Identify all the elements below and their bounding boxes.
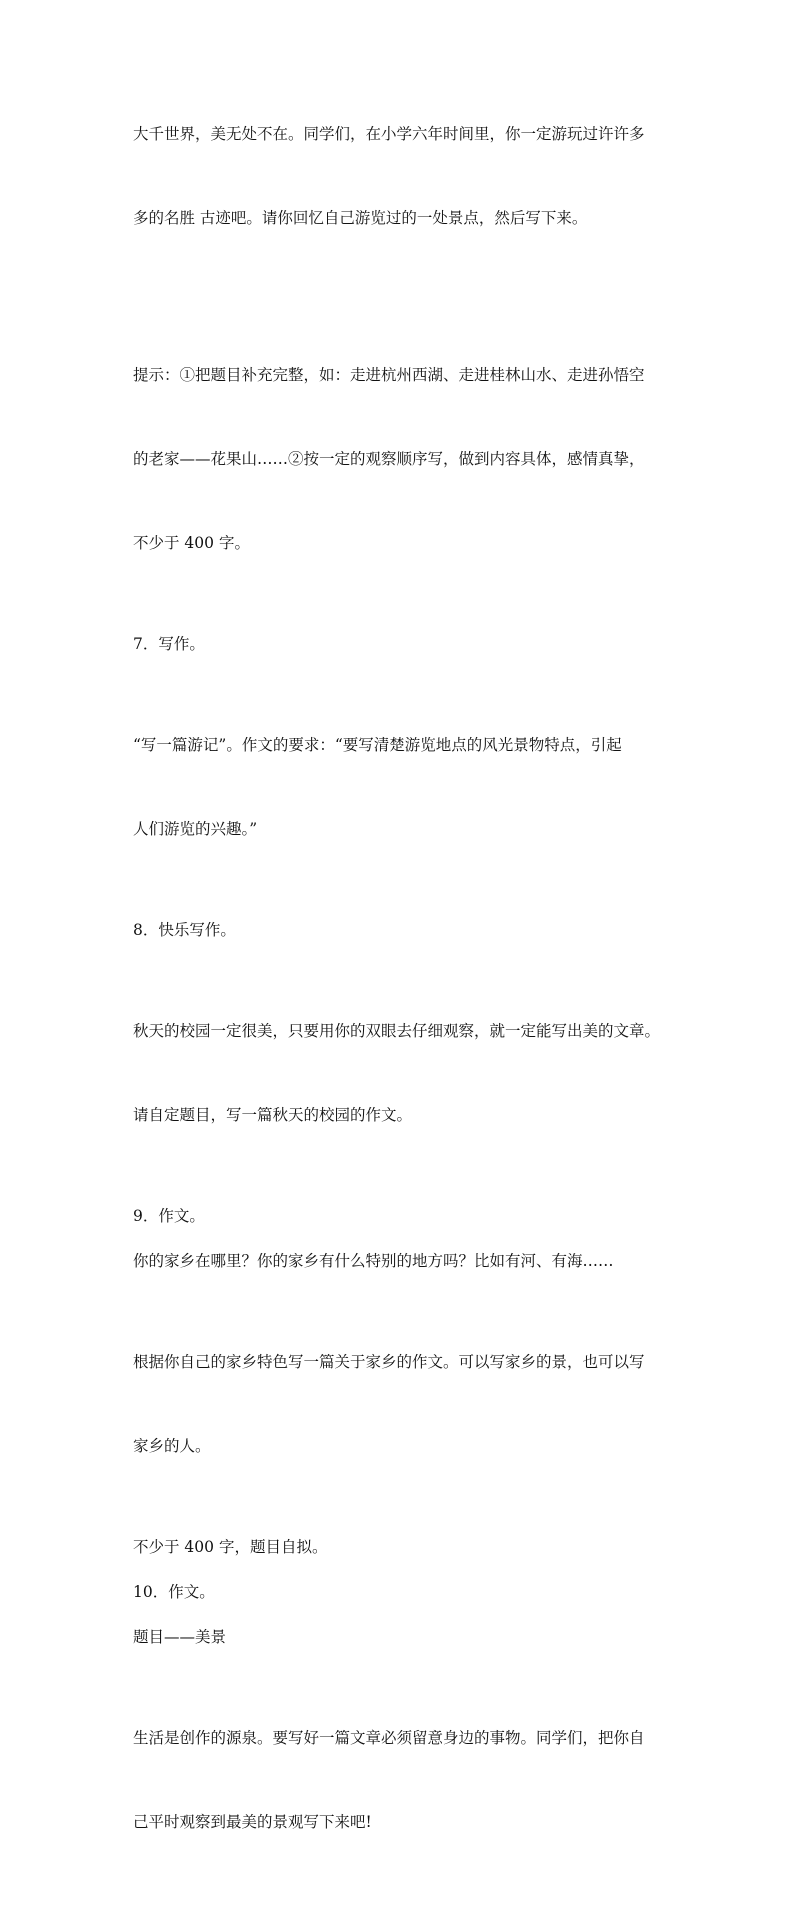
text-line: 不少于 400 字。 [133,534,250,552]
question-8-heading: 8．快乐写作。 [133,921,236,939]
text-line: 请自定题目，写一篇秋天的校园的作文。 [133,1106,413,1124]
question-9-heading: 9．作文。 [133,1207,205,1225]
question-10-title: 题目——美景 [133,1628,227,1646]
question-9-requirement: 不少于 400 字，题目自拟。 [133,1538,328,1556]
text-line: 大千世界，美无处不在。同学们，在小学六年时间里，你一定游玩过许许多 [133,125,645,143]
question-9-instruction [133,1292,673,1516]
hint-paragraph [133,305,673,613]
question-8-prompt [133,961,673,1185]
text-line: “写一篇游记”。作文的要求：“要写清楚游览地点的风光景物特点，引起 [133,736,622,754]
question-7-prompt [133,675,673,899]
document-page [133,64,673,1909]
intro-paragraph [133,64,673,288]
question-10-prompt [133,1668,673,1892]
text-line: 己平时观察到最美的景观写下来吧! [133,1813,372,1831]
text-line: 提示：①把题目补充完整，如：走进杭州西湖、走进桂林山水、走进孙悟空 [133,366,645,384]
text-line: 生活是创作的源泉。要写好一篇文章必须留意身边的事物。同学们，把你自 [133,1729,645,1747]
text-line: 秋天的校园一定很美，只要用你的双眼去仔细观察，就一定能写出美的文章。 [133,1022,661,1040]
text-line: 根据你自己的家乡特色写一篇关于家乡的作文。可以写家乡的景，也可以写 [133,1353,645,1371]
question-9-prompt: 你的家乡在哪里？你的家乡有什么特别的地方吗？比如有河、有海…… [133,1252,614,1270]
text-line: 的老家——花果山……②按一定的观察顺序写，做到内容具体，感情真挚， [133,450,645,468]
text-line: 多的名胜 古迹吧。请你回忆自己游览过的一处景点，然后写下来。 [133,209,588,227]
text-line: 家乡的人。 [133,1437,211,1455]
question-7-heading: 7．写作。 [133,635,205,653]
question-10-heading: 10．作文。 [133,1583,215,1601]
text-line: 人们游览的兴趣。” [133,820,258,838]
